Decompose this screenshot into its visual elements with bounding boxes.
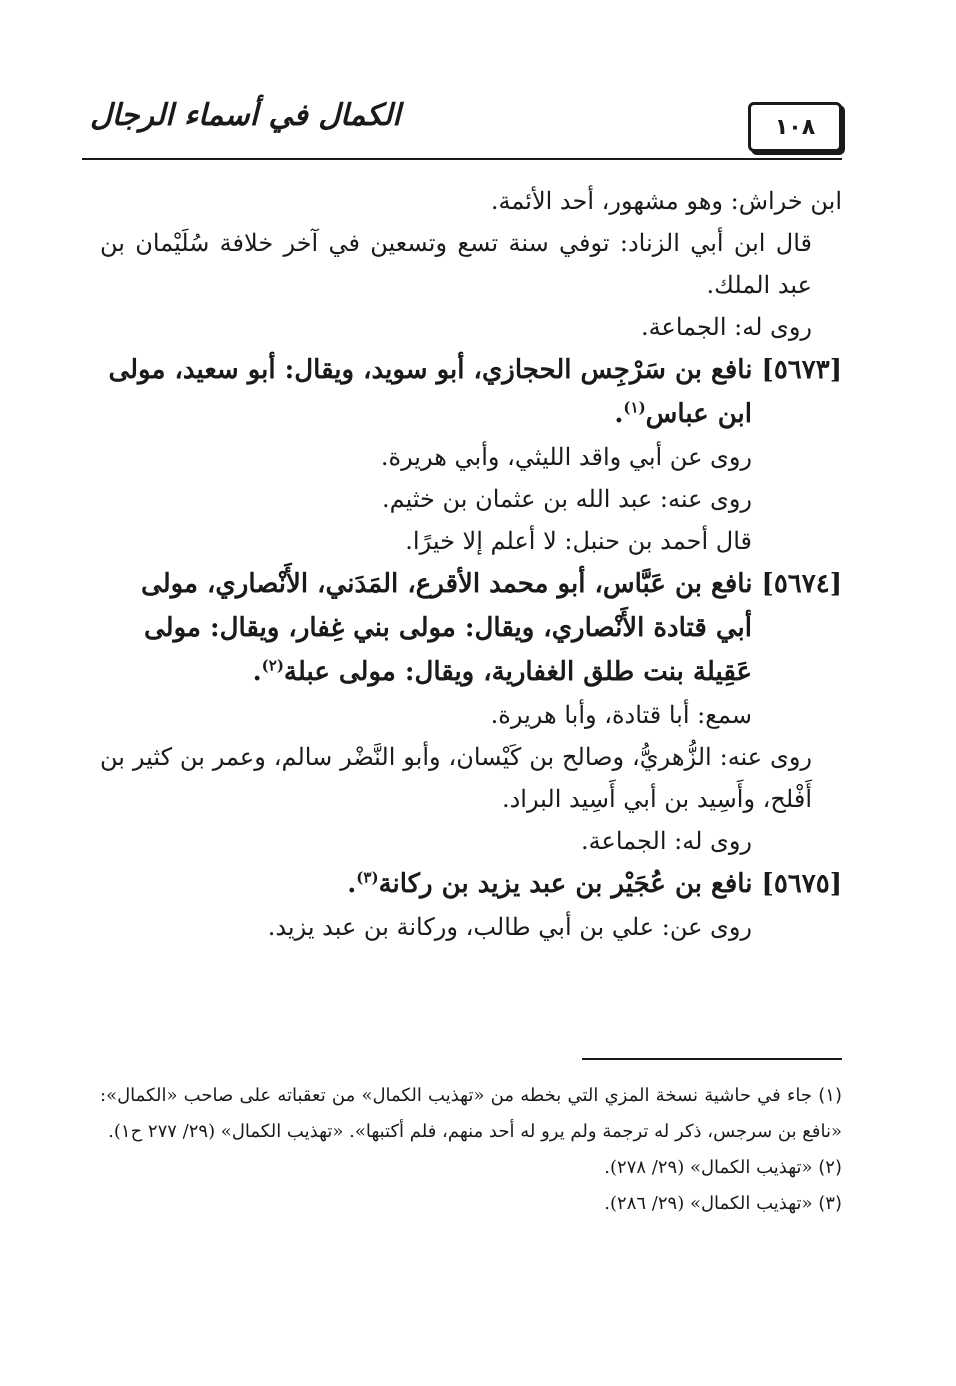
paragraph: روى عنه: عبد الله بن عثمان بن خثيم. (381, 485, 752, 513)
punctuation: . (614, 399, 624, 429)
paragraph: سمع: أبا قتادة، وأبا هريرة. (490, 701, 752, 729)
footnote-text: «تهذيب الكمال» (٢٩/ ٢٨٦). (604, 1193, 813, 1214)
entry-number: [٥٦٧٣] (761, 355, 842, 385)
paragraph: روى عنه: الزُّهريُّ، وصالح بن كَيْسان، وأبو النَّضْر سالم، وعمر بن كثير بن أَفْلح، وأَسِيد بن أبي أَسِيد البراد. (100, 743, 812, 813)
paragraph: قال ابن أبي الزناد: توفي سنة تسع وتسعين في آخر خلافة سُلَيْمان بن عبد الملك. (100, 229, 812, 299)
page-number: ١٠٨ (748, 102, 842, 152)
paragraph: روى له: الجماعة. (581, 827, 752, 855)
footnote-1 (100, 1078, 842, 1150)
footnote-marker: (٢) (818, 1157, 842, 1178)
entry-heading-text: ابن عباس (645, 399, 752, 429)
paragraph: روى عن أبي واقد الليثي، وأبي هريرة. (380, 443, 752, 471)
entry-heading-continuation (100, 392, 842, 436)
entry-heading-5673 (100, 348, 842, 436)
punctuation: . (347, 869, 357, 899)
punctuation: . (252, 657, 262, 687)
footnote-marker: (٣) (818, 1193, 842, 1214)
entry-number: [٥٦٧٤] (761, 569, 842, 599)
entry-heading-text: نافع بن عُجَيْر بن عبد يزيد بن ركانة (378, 869, 753, 899)
entry-heading-text: عَقِيلة بنت طلق الغفارية، ويقال: مولى عبلة (283, 657, 752, 687)
footnote-text: جاء في حاشية نسخة المزي التي بخطه من «تهذيب الكمال» من تعقباته على صاحب «الكمال»: «نافع بن سرجس، ذكر له ترجمة ولم يرو له أحد منهم، فلم أكتبها». «تهذيب الكمال» (٢٩/ ٢٧٧ ح١). (100, 1085, 842, 1142)
paragraph: قال أحمد بن حنبل: لا أعلم إلا خيرًا. (405, 527, 752, 555)
paragraph: ابن خراش: وهو مشهور، أحد الأئمة. (490, 187, 842, 215)
footnote-2 (100, 1150, 842, 1186)
footnote-ref: (٣) (356, 868, 379, 887)
entry-heading-continuation: أبي قتادة الأَنْصاري، ويقال: مولى بني غِفار، ويقال: مولى (144, 613, 752, 643)
entry-heading-5674 (100, 562, 842, 694)
footnote-ref: (١) (623, 398, 646, 417)
entry-number: [٥٦٧٥] (761, 869, 842, 899)
paragraph: روى له: الجماعة. (641, 313, 812, 341)
paragraph: روى عن: علي بن أبي طالب، وركانة بن عبد يزيد. (267, 913, 752, 941)
main-text (100, 180, 842, 948)
page-header (82, 92, 842, 160)
footnote-marker: (١) (818, 1085, 842, 1106)
footnote-ref: (٢) (261, 656, 284, 675)
header-divider (82, 158, 842, 160)
book-title: الكمال في أسماء الرجال (90, 98, 401, 133)
footnotes (100, 1078, 842, 1222)
entry-heading-text: نافع بن عَبَّاس، أبو محمد الأقرع، المَدَني، الأَنْصاري، مولى (141, 569, 753, 599)
entry-heading-text: نافع بن سَرْجِس الحجازي، أبو سويد، ويقال: أبو سعيد، مولى (108, 355, 753, 385)
footnote-text: «تهذيب الكمال» (٢٩/ ٢٧٨). (604, 1157, 813, 1178)
footnote-divider (582, 1058, 842, 1060)
entry-heading-5675 (100, 862, 842, 906)
entry-heading-continuation (100, 650, 842, 694)
footnote-3 (100, 1186, 842, 1222)
